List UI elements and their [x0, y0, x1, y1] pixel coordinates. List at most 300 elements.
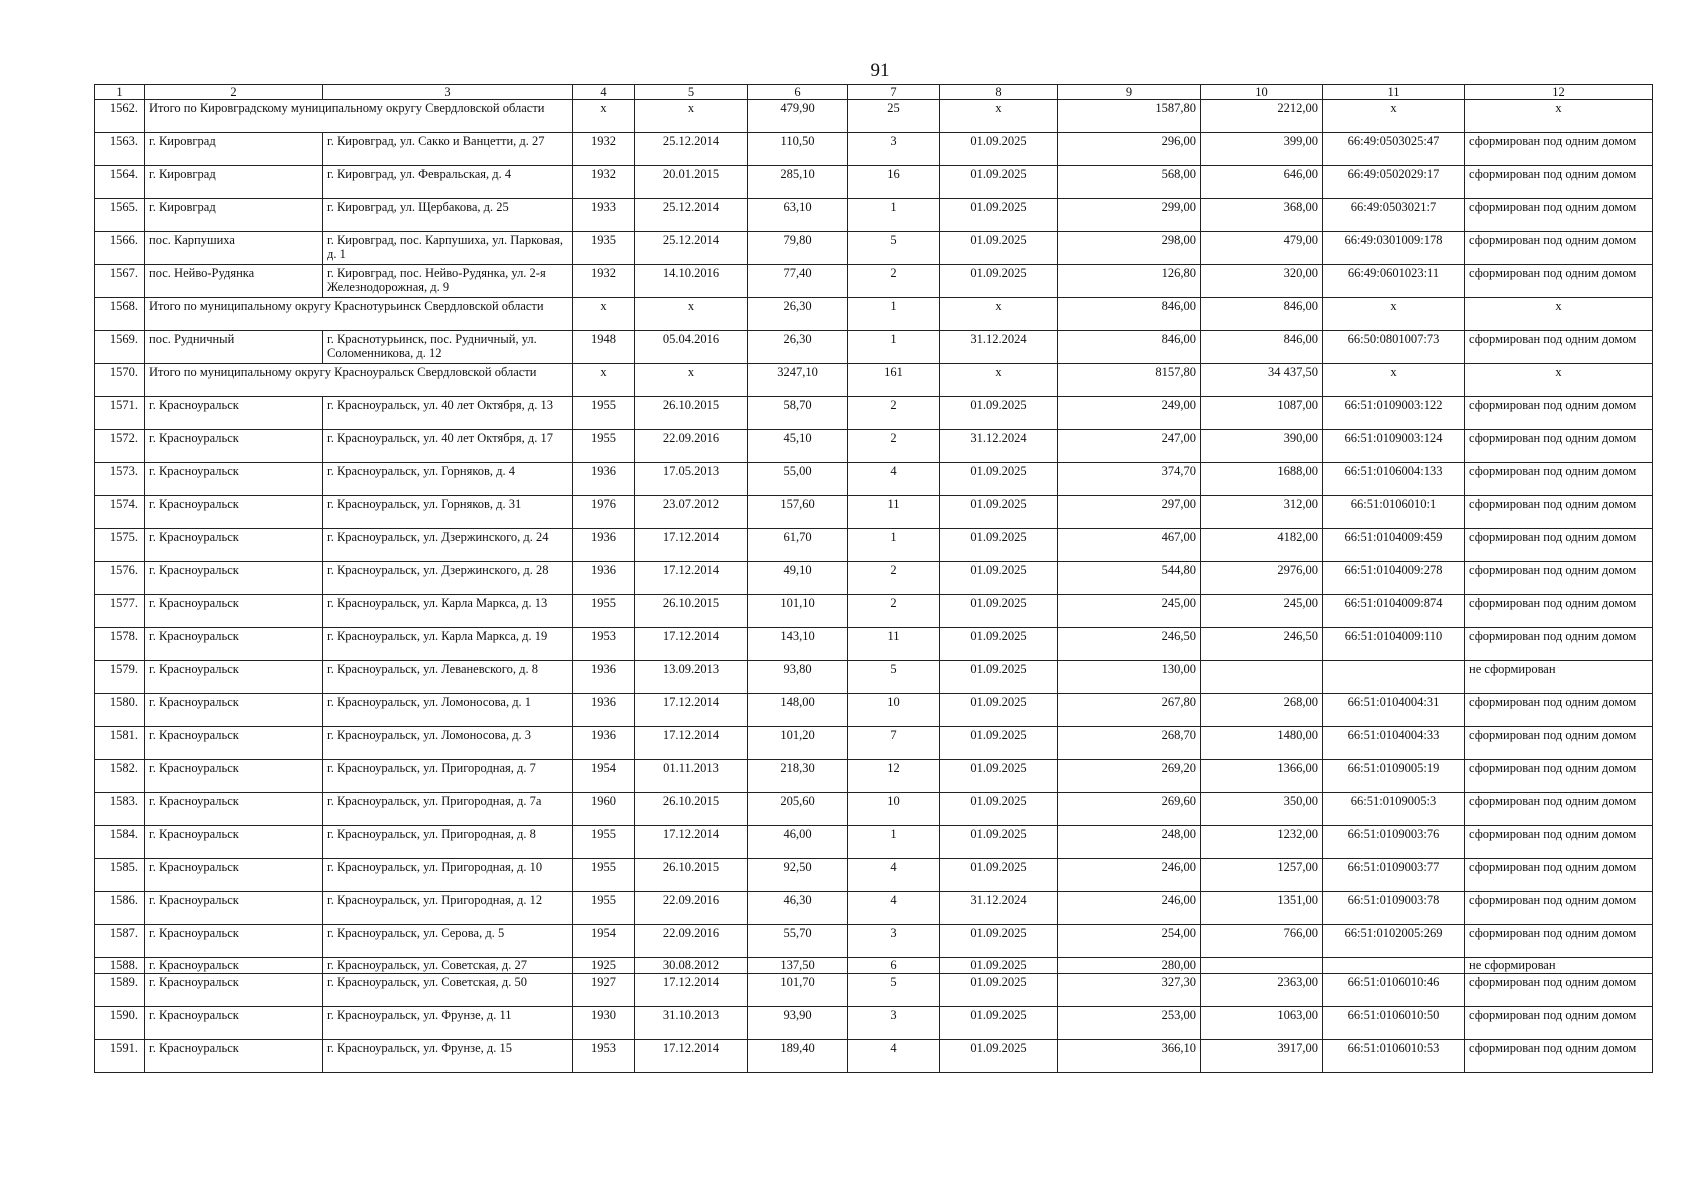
cell-col-7: 10: [848, 793, 940, 826]
cell-col-11: 66:51:0104009:874: [1323, 595, 1465, 628]
cell-col-8: 01.09.2025: [940, 595, 1058, 628]
cell-col-1: 1585.: [95, 859, 145, 892]
cell-col-12: сформирован под одним домом: [1465, 826, 1653, 859]
cell-col-6: 218,30: [748, 760, 848, 793]
cell-col-9: 267,80: [1058, 694, 1201, 727]
cell-col-1: 1567.: [95, 265, 145, 298]
cell-col-7: 2: [848, 397, 940, 430]
cell-col-2: пос. Карпушиха: [145, 232, 323, 265]
cell-col-8: 01.09.2025: [940, 727, 1058, 760]
cell-col-10: 320,00: [1201, 265, 1323, 298]
cell-col-4: 1925: [573, 958, 635, 974]
cell-col-5: 17.12.2014: [635, 529, 748, 562]
table-row: [95, 760, 1653, 793]
cell-col-2: г. Красноуральск: [145, 925, 323, 958]
cell-col-1: 1584.: [95, 826, 145, 859]
cell-col-4: 1955: [573, 430, 635, 463]
cell-col-5: 26.10.2015: [635, 397, 748, 430]
cell-col-1: 1563.: [95, 133, 145, 166]
cell-col-1: 1577.: [95, 595, 145, 628]
cell-col-2: Итого по муниципальному округу Красноуральск Свердловской области: [145, 364, 573, 397]
table-row: [95, 265, 1653, 298]
cell-col-5: х: [635, 298, 748, 331]
cell-col-11: [1323, 661, 1465, 694]
cell-col-9: 297,00: [1058, 496, 1201, 529]
cell-col-10: 1480,00: [1201, 727, 1323, 760]
register-table: [94, 84, 1653, 1073]
cell-col-1: 1580.: [95, 694, 145, 727]
cell-col-3: г. Красноуральск, ул. Фрунзе, д. 11: [323, 1007, 573, 1040]
cell-col-7: 12: [848, 760, 940, 793]
cell-col-1: 1566.: [95, 232, 145, 265]
cell-col-3: г. Краснотурьинск, пос. Рудничный, ул. Соломенникова, д. 12: [323, 331, 573, 364]
cell-col-11: 66:51:0109005:3: [1323, 793, 1465, 826]
table-row: [95, 892, 1653, 925]
cell-col-9: 269,20: [1058, 760, 1201, 793]
cell-col-9: 268,70: [1058, 727, 1201, 760]
cell-col-12: сформирован под одним домом: [1465, 925, 1653, 958]
cell-col-4: х: [573, 298, 635, 331]
cell-col-11: 66:51:0102005:269: [1323, 925, 1465, 958]
cell-col-5: 22.09.2016: [635, 892, 748, 925]
cell-col-9: 467,00: [1058, 529, 1201, 562]
cell-col-5: 13.09.2013: [635, 661, 748, 694]
cell-col-11: 66:51:0106010:46: [1323, 974, 1465, 1007]
cell-col-8: 01.09.2025: [940, 265, 1058, 298]
cell-col-2: г. Красноуральск: [145, 1040, 323, 1073]
cell-col-8: 01.09.2025: [940, 529, 1058, 562]
cell-col-2: г. Красноуральск: [145, 529, 323, 562]
cell-col-9: 246,00: [1058, 892, 1201, 925]
cell-col-1: 1573.: [95, 463, 145, 496]
cell-col-8: 01.09.2025: [940, 562, 1058, 595]
cell-col-12: сформирован под одним домом: [1465, 232, 1653, 265]
cell-col-9: 130,00: [1058, 661, 1201, 694]
cell-col-11: 66:51:0106010:50: [1323, 1007, 1465, 1040]
cell-col-4: 1935: [573, 232, 635, 265]
cell-col-2: г. Кировград: [145, 133, 323, 166]
cell-col-5: 17.12.2014: [635, 1040, 748, 1073]
cell-col-6: 93,90: [748, 1007, 848, 1040]
cell-col-12: сформирован под одним домом: [1465, 793, 1653, 826]
table-row: [95, 1007, 1653, 1040]
cell-col-7: 4: [848, 463, 940, 496]
cell-col-12: сформирован под одним домом: [1465, 529, 1653, 562]
cell-col-2: г. Красноуральск: [145, 595, 323, 628]
cell-col-2: г. Красноуральск: [145, 694, 323, 727]
cell-col-3: г. Кировград, пос. Нейво-Рудянка, ул. 2-я Железнодорожная, д. 9: [323, 265, 573, 298]
cell-col-8: 01.09.2025: [940, 694, 1058, 727]
cell-col-3: г. Красноуральск, ул. Ломоносова, д. 1: [323, 694, 573, 727]
cell-col-12: сформирован под одним домом: [1465, 595, 1653, 628]
cell-col-5: 17.12.2014: [635, 694, 748, 727]
cell-col-12: сформирован под одним домом: [1465, 199, 1653, 232]
cell-col-4: 1976: [573, 496, 635, 529]
cell-col-9: 298,00: [1058, 232, 1201, 265]
cell-col-7: 2: [848, 265, 940, 298]
cell-col-12: сформирован под одним домом: [1465, 496, 1653, 529]
table-row: [95, 826, 1653, 859]
cell-col-3: г. Красноуральск, ул. Советская, д. 27: [323, 958, 573, 974]
cell-col-8: 01.09.2025: [940, 1007, 1058, 1040]
cell-col-6: 45,10: [748, 430, 848, 463]
cell-col-10: 4182,00: [1201, 529, 1323, 562]
cell-col-12: сформирован под одним домом: [1465, 859, 1653, 892]
cell-col-7: 1: [848, 826, 940, 859]
cell-col-12: х: [1465, 364, 1653, 397]
cell-col-7: 10: [848, 694, 940, 727]
cell-col-6: 143,10: [748, 628, 848, 661]
cell-col-7: 5: [848, 661, 940, 694]
cell-col-2: г. Красноуральск: [145, 661, 323, 694]
total-row: [95, 298, 1653, 331]
cell-col-8: 01.09.2025: [940, 232, 1058, 265]
cell-col-8: 31.12.2024: [940, 331, 1058, 364]
cell-col-3: г. Красноуральск, ул. 40 лет Октября, д. 13: [323, 397, 573, 430]
cell-col-8: 01.09.2025: [940, 166, 1058, 199]
table-row: [95, 529, 1653, 562]
cell-col-5: 17.05.2013: [635, 463, 748, 496]
column-number: 5: [635, 85, 748, 100]
cell-col-11: 66:51:0104009:110: [1323, 628, 1465, 661]
cell-col-10: 846,00: [1201, 298, 1323, 331]
cell-col-9: 269,60: [1058, 793, 1201, 826]
cell-col-3: г. Красноуральск, ул. 40 лет Октября, д. 17: [323, 430, 573, 463]
cell-col-12: сформирован под одним домом: [1465, 166, 1653, 199]
column-number: 3: [323, 85, 573, 100]
cell-col-3: г. Красноуральск, ул. Советская, д. 50: [323, 974, 573, 1007]
cell-col-10: 766,00: [1201, 925, 1323, 958]
cell-col-4: 1954: [573, 760, 635, 793]
cell-col-7: 3: [848, 925, 940, 958]
cell-col-4: 1954: [573, 925, 635, 958]
cell-col-5: 01.11.2013: [635, 760, 748, 793]
cell-col-8: 01.09.2025: [940, 199, 1058, 232]
cell-col-3: г. Кировград, пос. Карпушиха, ул. Парковая, д. 1: [323, 232, 573, 265]
cell-col-5: 20.01.2015: [635, 166, 748, 199]
table-row: [95, 562, 1653, 595]
cell-col-9: 846,00: [1058, 298, 1201, 331]
cell-col-4: 1930: [573, 1007, 635, 1040]
cell-col-10: 1351,00: [1201, 892, 1323, 925]
table-row: [95, 595, 1653, 628]
cell-col-6: 101,20: [748, 727, 848, 760]
cell-col-9: 254,00: [1058, 925, 1201, 958]
cell-col-12: сформирован под одним домом: [1465, 727, 1653, 760]
cell-col-12: сформирован под одним домом: [1465, 463, 1653, 496]
cell-col-4: 1953: [573, 1040, 635, 1073]
cell-col-11: 66:51:0109003:122: [1323, 397, 1465, 430]
cell-col-11: 66:51:0104009:278: [1323, 562, 1465, 595]
cell-col-11: 66:51:0104009:459: [1323, 529, 1465, 562]
cell-col-5: х: [635, 364, 748, 397]
cell-col-2: г. Красноуральск: [145, 826, 323, 859]
cell-col-6: 26,30: [748, 298, 848, 331]
cell-col-6: 26,30: [748, 331, 848, 364]
column-number: 4: [573, 85, 635, 100]
cell-col-12: сформирован под одним домом: [1465, 1040, 1653, 1073]
cell-col-8: 01.09.2025: [940, 974, 1058, 1007]
cell-col-11: х: [1323, 364, 1465, 397]
cell-col-1: 1572.: [95, 430, 145, 463]
column-number: 11: [1323, 85, 1465, 100]
cell-col-11: 66:51:0109003:76: [1323, 826, 1465, 859]
cell-col-7: 11: [848, 628, 940, 661]
cell-col-12: х: [1465, 298, 1653, 331]
cell-col-5: 17.12.2014: [635, 628, 748, 661]
cell-col-4: 1936: [573, 463, 635, 496]
cell-col-6: 479,90: [748, 100, 848, 133]
cell-col-10: 3917,00: [1201, 1040, 1323, 1073]
cell-col-10: 390,00: [1201, 430, 1323, 463]
cell-col-12: сформирован под одним домом: [1465, 628, 1653, 661]
cell-col-4: 1932: [573, 166, 635, 199]
cell-col-11: х: [1323, 298, 1465, 331]
cell-col-3: г. Красноуральск, ул. Пригородная, д. 7: [323, 760, 573, 793]
cell-col-9: 327,30: [1058, 974, 1201, 1007]
cell-col-8: 01.09.2025: [940, 925, 1058, 958]
table-row: [95, 925, 1653, 958]
cell-col-8: 01.09.2025: [940, 859, 1058, 892]
cell-col-10: 34 437,50: [1201, 364, 1323, 397]
table-row: [95, 133, 1653, 166]
cell-col-3: г. Кировград, ул. Февральская, д. 4: [323, 166, 573, 199]
cell-col-5: 31.10.2013: [635, 1007, 748, 1040]
cell-col-6: 3247,10: [748, 364, 848, 397]
cell-col-4: 1936: [573, 694, 635, 727]
cell-col-12: сформирован под одним домом: [1465, 265, 1653, 298]
cell-col-12: сформирован под одним домом: [1465, 974, 1653, 1007]
register-table-container: [94, 84, 1652, 1073]
cell-col-12: сформирован под одним домом: [1465, 133, 1653, 166]
cell-col-10: 846,00: [1201, 331, 1323, 364]
cell-col-7: 4: [848, 859, 940, 892]
table-row: [95, 859, 1653, 892]
cell-col-6: 110,50: [748, 133, 848, 166]
cell-col-2: г. Красноуральск: [145, 562, 323, 595]
cell-col-1: 1576.: [95, 562, 145, 595]
cell-col-4: х: [573, 364, 635, 397]
cell-col-9: 1587,80: [1058, 100, 1201, 133]
cell-col-1: 1588.: [95, 958, 145, 974]
cell-col-9: 8157,80: [1058, 364, 1201, 397]
cell-col-10: 646,00: [1201, 166, 1323, 199]
cell-col-6: 157,60: [748, 496, 848, 529]
cell-col-11: 66:51:0104004:33: [1323, 727, 1465, 760]
cell-col-5: 22.09.2016: [635, 430, 748, 463]
cell-col-12: сформирован под одним домом: [1465, 331, 1653, 364]
cell-col-6: 77,40: [748, 265, 848, 298]
cell-col-8: 01.09.2025: [940, 826, 1058, 859]
cell-col-5: 17.12.2014: [635, 562, 748, 595]
cell-col-6: 55,00: [748, 463, 848, 496]
cell-col-9: 126,80: [1058, 265, 1201, 298]
cell-col-2: пос. Нейво-Рудянка: [145, 265, 323, 298]
cell-col-3: г. Красноуральск, ул. Ломоносова, д. 3: [323, 727, 573, 760]
cell-col-1: 1579.: [95, 661, 145, 694]
table-row: [95, 661, 1653, 694]
cell-col-4: 1933: [573, 199, 635, 232]
cell-col-2: г. Красноуральск: [145, 628, 323, 661]
cell-col-6: 58,70: [748, 397, 848, 430]
cell-col-6: 46,00: [748, 826, 848, 859]
cell-col-2: г. Красноуральск: [145, 760, 323, 793]
cell-col-10: 1063,00: [1201, 1007, 1323, 1040]
cell-col-3: г. Красноуральск, ул. Дзержинского, д. 28: [323, 562, 573, 595]
cell-col-10: 246,50: [1201, 628, 1323, 661]
cell-col-8: 01.09.2025: [940, 463, 1058, 496]
cell-col-12: сформирован под одним домом: [1465, 892, 1653, 925]
cell-col-4: 1936: [573, 727, 635, 760]
cell-col-7: 4: [848, 1040, 940, 1073]
cell-col-8: 01.09.2025: [940, 958, 1058, 974]
cell-col-8: 01.09.2025: [940, 628, 1058, 661]
cell-col-7: 1: [848, 331, 940, 364]
cell-col-3: г. Красноуральск, ул. Горняков, д. 4: [323, 463, 573, 496]
cell-col-6: 101,70: [748, 974, 848, 1007]
table-row: [95, 166, 1653, 199]
cell-col-5: 23.07.2012: [635, 496, 748, 529]
cell-col-9: 253,00: [1058, 1007, 1201, 1040]
column-number: 10: [1201, 85, 1323, 100]
cell-col-4: 1960: [573, 793, 635, 826]
column-number-row: [95, 85, 1653, 100]
cell-col-1: 1565.: [95, 199, 145, 232]
cell-col-11: 66:51:0109005:19: [1323, 760, 1465, 793]
cell-col-8: 01.09.2025: [940, 760, 1058, 793]
table-body: [95, 85, 1653, 1073]
table-row: [95, 694, 1653, 727]
cell-col-2: Итого по Кировградскому муниципальному округу Свердловской области: [145, 100, 573, 133]
cell-col-10: 312,00: [1201, 496, 1323, 529]
cell-col-5: 25.12.2014: [635, 133, 748, 166]
cell-col-8: х: [940, 100, 1058, 133]
cell-col-7: 1: [848, 529, 940, 562]
cell-col-4: 1927: [573, 974, 635, 1007]
cell-col-7: 5: [848, 974, 940, 1007]
cell-col-1: 1569.: [95, 331, 145, 364]
cell-col-2: Итого по муниципальному округу Краснотурьинск Свердловской области: [145, 298, 573, 331]
cell-col-3: г. Красноуральск, ул. Серова, д. 5: [323, 925, 573, 958]
cell-col-7: 161: [848, 364, 940, 397]
cell-col-8: 01.09.2025: [940, 133, 1058, 166]
table-row: [95, 331, 1653, 364]
cell-col-11: 66:49:0502029:17: [1323, 166, 1465, 199]
cell-col-3: г. Красноуральск, ул. Пригородная, д. 10: [323, 859, 573, 892]
cell-col-8: 01.09.2025: [940, 397, 1058, 430]
cell-col-6: 92,50: [748, 859, 848, 892]
cell-col-1: 1586.: [95, 892, 145, 925]
cell-col-4: 1936: [573, 661, 635, 694]
cell-col-1: 1568.: [95, 298, 145, 331]
cell-col-1: 1564.: [95, 166, 145, 199]
cell-col-8: 01.09.2025: [940, 793, 1058, 826]
cell-col-12: сформирован под одним домом: [1465, 397, 1653, 430]
cell-col-4: 1955: [573, 892, 635, 925]
cell-col-3: г. Красноуральск, ул. Фрунзе, д. 15: [323, 1040, 573, 1073]
table-row: [95, 496, 1653, 529]
table-row: [95, 463, 1653, 496]
cell-col-10: 399,00: [1201, 133, 1323, 166]
cell-col-9: 245,00: [1058, 595, 1201, 628]
cell-col-11: 66:49:0601023:11: [1323, 265, 1465, 298]
cell-col-1: 1587.: [95, 925, 145, 958]
cell-col-5: 17.12.2014: [635, 727, 748, 760]
cell-col-1: 1583.: [95, 793, 145, 826]
cell-col-5: 05.04.2016: [635, 331, 748, 364]
cell-col-2: г. Красноуральск: [145, 727, 323, 760]
cell-col-8: 01.09.2025: [940, 1040, 1058, 1073]
cell-col-7: 1: [848, 199, 940, 232]
cell-col-6: 63,10: [748, 199, 848, 232]
table-row: [95, 974, 1653, 1007]
cell-col-6: 101,10: [748, 595, 848, 628]
cell-col-12: не сформирован: [1465, 958, 1653, 974]
cell-col-7: 25: [848, 100, 940, 133]
cell-col-7: 2: [848, 562, 940, 595]
cell-col-6: 49,10: [748, 562, 848, 595]
cell-col-9: 846,00: [1058, 331, 1201, 364]
cell-col-10: 1087,00: [1201, 397, 1323, 430]
cell-col-5: 25.12.2014: [635, 199, 748, 232]
cell-col-11: 66:49:0301009:178: [1323, 232, 1465, 265]
cell-col-1: 1591.: [95, 1040, 145, 1073]
cell-col-10: 245,00: [1201, 595, 1323, 628]
cell-col-5: 22.09.2016: [635, 925, 748, 958]
cell-col-5: 25.12.2014: [635, 232, 748, 265]
cell-col-11: 66:50:0801007:73: [1323, 331, 1465, 364]
cell-col-4: 1932: [573, 133, 635, 166]
cell-col-11: 66:49:0503025:47: [1323, 133, 1465, 166]
cell-col-3: г. Красноуральск, ул. Пригородная, д. 12: [323, 892, 573, 925]
cell-col-4: 1955: [573, 826, 635, 859]
cell-col-5: 30.08.2012: [635, 958, 748, 974]
cell-col-4: 1936: [573, 529, 635, 562]
table-row: [95, 199, 1653, 232]
cell-col-11: 66:49:0503021:7: [1323, 199, 1465, 232]
cell-col-6: 137,50: [748, 958, 848, 974]
cell-col-9: 248,00: [1058, 826, 1201, 859]
column-number: 12: [1465, 85, 1653, 100]
cell-col-1: 1590.: [95, 1007, 145, 1040]
cell-col-7: 4: [848, 892, 940, 925]
cell-col-1: 1581.: [95, 727, 145, 760]
cell-col-8: х: [940, 298, 1058, 331]
cell-col-8: х: [940, 364, 1058, 397]
cell-col-11: х: [1323, 100, 1465, 133]
page-number: 91: [870, 60, 890, 81]
cell-col-7: 16: [848, 166, 940, 199]
cell-col-12: сформирован под одним домом: [1465, 760, 1653, 793]
cell-col-12: х: [1465, 100, 1653, 133]
cell-col-12: сформирован под одним домом: [1465, 1007, 1653, 1040]
cell-col-10: 368,00: [1201, 199, 1323, 232]
cell-col-10: 2363,00: [1201, 974, 1323, 1007]
cell-col-7: 5: [848, 232, 940, 265]
cell-col-7: 3: [848, 133, 940, 166]
cell-col-5: 26.10.2015: [635, 595, 748, 628]
cell-col-7: 2: [848, 430, 940, 463]
cell-col-3: г. Красноуральск, ул. Карла Маркса, д. 13: [323, 595, 573, 628]
cell-col-11: 66:51:0106004:133: [1323, 463, 1465, 496]
cell-col-2: г. Красноуральск: [145, 1007, 323, 1040]
cell-col-6: 93,80: [748, 661, 848, 694]
cell-col-10: 479,00: [1201, 232, 1323, 265]
cell-col-9: 544,80: [1058, 562, 1201, 595]
cell-col-3: г. Красноуральск, ул. Карла Маркса, д. 19: [323, 628, 573, 661]
table-row: [95, 430, 1653, 463]
cell-col-9: 296,00: [1058, 133, 1201, 166]
